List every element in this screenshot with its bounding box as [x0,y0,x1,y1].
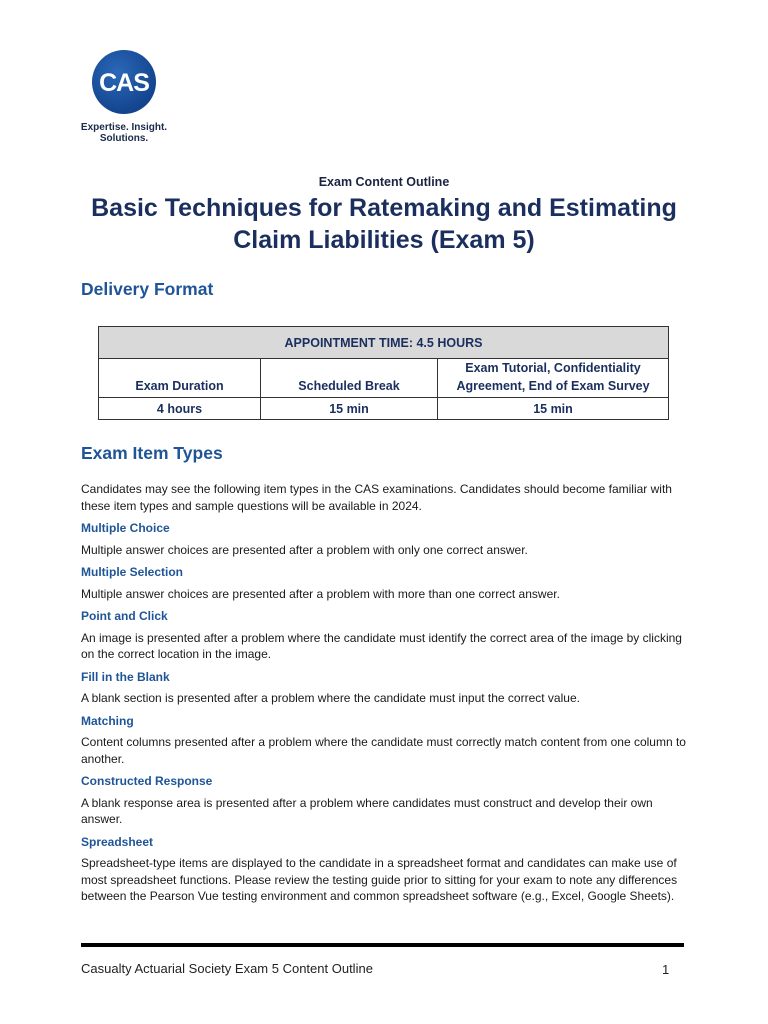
delivery-format-heading: Delivery Format [81,279,214,299]
column-header: Exam Tutorial, Confidentiality Agreement, End of Exam Survey [438,359,669,398]
item-type-description: An image is presented after a problem where the candidate must identify the correct area of the image by clicking on the correct location in the image. [81,630,682,661]
item-type-description: Multiple answer choices are presented after a problem with more than one correct answer. [81,586,560,601]
item-type-title: Constructed Response [81,774,213,788]
item-types-section [81,481,696,905]
cas-logo-icon [92,50,156,114]
footer-text: Casualty Actuarial Society Exam 5 Content Outline [81,961,373,976]
table-cell: 15 min [438,398,669,420]
item-type-title: Multiple Selection [81,565,184,579]
item-type-title: Multiple Choice [81,521,170,535]
logo-tagline-line1: Expertise. Insight. [80,122,168,133]
item-type-description: A blank section is presented after a problem where the candidate must input the correct value. [81,691,580,705]
table-cell: 15 min [261,398,438,420]
item-type-title: Matching [81,713,134,728]
item-type-title: Fill in the Blank [81,669,170,684]
appointment-time-cell: APPOINTMENT TIME: 4.5 HOURS [99,327,669,359]
logo-text: CAS [99,69,149,97]
table-cell: 4 hours [99,398,261,420]
document-subtitle: Exam Content Outline [318,175,450,189]
document-title: Basic Techniques for Ratemaking and Estimating Claim Liabilities (Exam 5) [91,194,677,254]
exam-item-types-heading: Exam Item Types [81,443,223,463]
column-header: Exam Duration [99,359,261,398]
item-type-description: Spreadsheet-type items are displayed to the candidate in a spreadsheet format and candidates can make use of most spreadsheet functions. Please review the testing guide prior to sitting for your exam to note any differences between the Pearson Vue testing environment and common spreadsheet software (e.g., Excel, Google Sheets). [81,856,678,903]
logo-tagline-line2: Solutions. [99,133,149,144]
delivery-format-table [98,326,669,420]
footer-divider [81,943,684,947]
cas-logo [80,50,180,144]
item-type-description: A blank response area is presented after a problem where candidates must construct and develop their own answer. [81,795,653,826]
logo-tagline [80,122,168,144]
column-header: Scheduled Break [261,359,438,398]
item-type-description: Multiple answer choices are presented after a problem with only one correct answer. [81,542,528,557]
item-type-description: Content columns presented after a problem where the candidate must correctly match content from one column to another. [81,735,686,766]
item-types-intro: Candidates may see the following item types in the CAS examinations. Candidates should become familiar with these item types and sample questions will be available in 2024. [81,482,672,513]
page-number: 1 [662,962,670,977]
item-type-title: Spreadsheet [81,834,154,849]
item-type-title: Point and Click [81,609,168,623]
